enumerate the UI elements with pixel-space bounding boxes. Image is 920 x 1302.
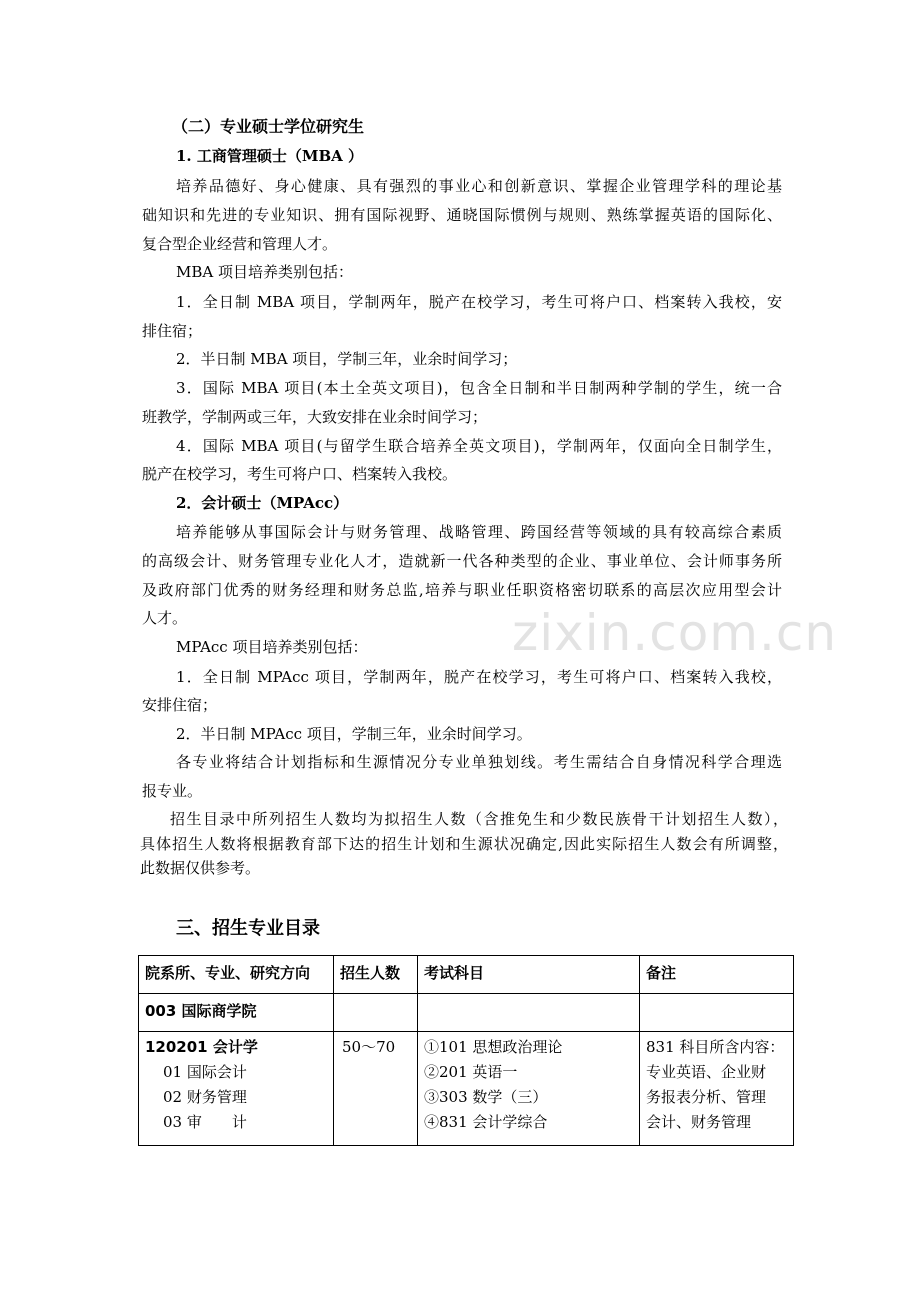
mpacc-item-2: 2．半日制 MPAcc 项目，学制三年，业余时间学习。 xyxy=(176,725,532,743)
mpacc-title: 2．会计硕士（MPAcc） xyxy=(176,494,349,512)
direction-item: 02 财务管理 xyxy=(163,1088,247,1106)
mba-item-4: 4．国际 MBA 项目(与留学生联合培养全英文项目)，学制两年，仅面向全日制学生， xyxy=(176,437,782,455)
major-cell xyxy=(139,1032,334,1146)
table-row-department xyxy=(139,994,794,1032)
note-cutoff-cont: 报专业。 xyxy=(142,782,203,800)
mba-types-intro: MBA 项目培养类别包括： xyxy=(176,263,353,281)
table-header-row xyxy=(139,956,794,994)
note-quota-cont: 具体招生人数将根据教育部下达的招生计划和生源状况确定,因此实际招生人数会有所调整， xyxy=(140,835,788,853)
direction-item: 01 国际会计 xyxy=(163,1063,247,1081)
dept-name: 003 国际商学院 xyxy=(139,994,334,1032)
mpacc-item-1-cont: 安排住宿； xyxy=(142,696,218,714)
header-subjects: 考试科目 xyxy=(418,956,640,994)
direction-item: 03 审 计 xyxy=(163,1113,247,1131)
mba-item-4-cont: 脱产在校学习，考生可将户口、档案转入我校。 xyxy=(142,465,458,483)
subject-item: ②201 英语一 xyxy=(424,1063,518,1081)
remark-line: 务报表分析、管理 xyxy=(646,1088,767,1106)
subject-item: ③303 数学（三） xyxy=(424,1088,548,1106)
subject-item: ①101 思想政治理论 xyxy=(424,1038,563,1056)
remark-line: 会计、财务管理 xyxy=(646,1113,752,1131)
header-department: 院系所、专业、研究方向 xyxy=(139,956,334,994)
mpacc-item-1: 1．全日制 MPAcc 项目，学制两年，脱产在校学习，考生可将户口、档案转入我校， xyxy=(176,668,782,686)
remarks-cell xyxy=(640,1032,794,1146)
empty-cell xyxy=(418,994,640,1032)
mpacc-desc-line: 及政府部门优秀的财务经理和财务总监,培养与职业任职资格密切联系的高层次应用型会计 xyxy=(142,581,782,599)
section-heading-catalog: 三、招生专业目录 xyxy=(176,918,320,939)
header-remarks: 备注 xyxy=(640,956,794,994)
mba-item-3-cont: 班教学，学制两或三年，大致安排在业余时间学习； xyxy=(142,408,488,426)
quota-value: 50～70 xyxy=(342,1038,396,1056)
mba-item-2: 2．半日制 MBA 项目，学制三年，业余时间学习； xyxy=(176,350,518,368)
major-name: 120201 会计学 xyxy=(145,1038,258,1056)
mba-item-3: 3．国际 MBA 项目(本土全英文项目)，包含全日制和半日制两种学制的学生，统一合 xyxy=(176,379,782,397)
subjects-cell xyxy=(418,1032,640,1146)
section-heading-professional-masters: （二）专业硕士学位研究生 xyxy=(172,117,365,136)
mba-title: 1. 工商管理硕士（MBA ） xyxy=(176,147,364,165)
catalog-table xyxy=(138,955,794,1146)
mpacc-desc-line: 培养能够从事国际会计与财务管理、战略管理、跨国经营等领域的具有较高综合素质 xyxy=(176,523,782,541)
table-row-major xyxy=(139,1032,794,1146)
note-quota-cont: 此数据仅供参考。 xyxy=(140,859,261,877)
mpacc-desc-line: 人才。 xyxy=(142,609,188,627)
quota-cell xyxy=(334,1032,418,1146)
remark-line: 专业英语、企业财 xyxy=(646,1063,767,1081)
note-quota: 招生目录中所列招生人数均为拟招生人数（含推免生和少数民族骨干计划招生人数）， xyxy=(170,810,788,828)
mpacc-types-intro: MPAcc 项目培养类别包括： xyxy=(176,638,368,656)
empty-cell xyxy=(640,994,794,1032)
watermark: zixin.com.cn xyxy=(512,604,838,662)
mba-desc-line: 础知识和先进的专业知识、拥有国际视野、通晓国际惯例与规则、熟练掌握英语的国际化、 xyxy=(142,206,782,224)
header-quota: 招生人数 xyxy=(334,956,418,994)
subject-item: ④831 会计学综合 xyxy=(424,1113,548,1131)
mba-item-1-cont: 排住宿； xyxy=(142,322,203,340)
remark-line: 831 科目所含内容： xyxy=(646,1038,785,1056)
mba-item-1: 1．全日制 MBA 项目，学制两年，脱产在校学习，考生可将户口、档案转入我校，安 xyxy=(176,293,782,311)
note-cutoff: 各专业将结合计划指标和生源情况分专业单独划线。考生需结合自身情况科学合理选 xyxy=(176,753,782,771)
mpacc-desc-line: 的高级会计、财务管理专业化人才，造就新一代各种类型的企业、事业单位、会计师事务所 xyxy=(142,552,782,570)
mba-desc-line: 培养品德好、身心健康、具有强烈的事业心和创新意识、掌握企业管理学科的理论基 xyxy=(176,177,782,195)
mba-desc-line: 复合型企业经营和管理人才。 xyxy=(142,235,338,253)
empty-cell xyxy=(334,994,418,1032)
